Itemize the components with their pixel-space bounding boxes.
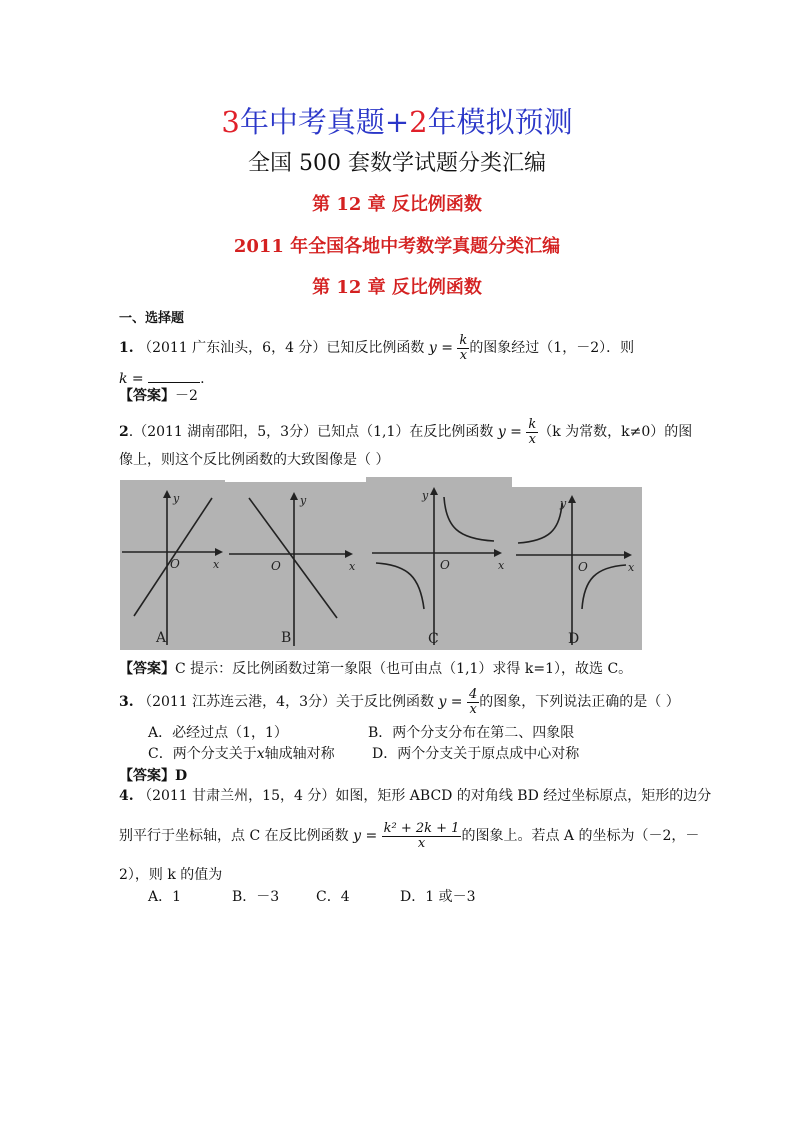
section-heading: 一、选择题 bbox=[119, 311, 185, 326]
question-number: 3. bbox=[119, 694, 134, 711]
axis-y-label: y bbox=[560, 497, 567, 510]
question-1-line-2 bbox=[119, 370, 205, 389]
question-source: （2011 甘肃兰州，15，4 分） bbox=[138, 788, 336, 804]
question-text: （k 为常数，k≠0）的图 bbox=[538, 424, 693, 441]
fraction-numerator: k² + 2k + 1 bbox=[383, 821, 460, 836]
origin-label: O bbox=[170, 557, 180, 571]
origin-label: O bbox=[440, 558, 450, 572]
option-a: A．1 bbox=[148, 889, 182, 905]
graph-option-b bbox=[225, 482, 366, 650]
option-b-label: B bbox=[281, 630, 292, 646]
axis-x-label: x bbox=[213, 558, 220, 571]
question-number: 2 bbox=[119, 424, 129, 441]
question-text: 别平行于坐标轴，点 C 在反比例函数 bbox=[119, 828, 349, 845]
question-text: 的图象经过（1，－2）．则 bbox=[469, 340, 635, 357]
formula-lhs: y = bbox=[428, 340, 453, 357]
option-b: B．－3 bbox=[232, 889, 280, 905]
answer-blank bbox=[148, 370, 200, 383]
question-number: 4. bbox=[119, 788, 134, 804]
option-text: 轴成轴对称 bbox=[264, 746, 335, 762]
question-4-line-3: 2），则 k 的值为 bbox=[119, 867, 223, 883]
answer-value: D bbox=[175, 768, 188, 784]
question-4-line-2 bbox=[119, 822, 699, 850]
question-3-line-1 bbox=[119, 688, 680, 716]
graph-option-a bbox=[120, 480, 225, 650]
chapter-title: 第 12 章 反比例函数 bbox=[312, 194, 482, 215]
option-a-label: A bbox=[156, 630, 167, 646]
answer-value: C 提示：反比例函数过第一象限（也可由点（1,1）求得 k=1），故选 C。 bbox=[175, 661, 633, 677]
option-d-label: D bbox=[568, 631, 580, 647]
graph-option-c bbox=[366, 477, 512, 650]
fraction-numerator: k bbox=[528, 417, 537, 432]
chapter-title-repeat: 第 12 章 反比例函数 bbox=[312, 277, 482, 298]
axis-y-label: y bbox=[300, 494, 307, 507]
option-d: D．两个分支关于原点成中心对称 bbox=[372, 746, 580, 762]
axis-y-label: y bbox=[422, 489, 429, 502]
question-text: 的图象，下列说法正确的是（ ） bbox=[479, 694, 680, 711]
question-text: 的图象上。若点 A 的坐标为（－2，－ bbox=[461, 828, 700, 845]
answer-label: 【答案】 bbox=[119, 388, 175, 404]
fraction-numerator: 4 bbox=[468, 687, 478, 702]
question-2-answer bbox=[119, 661, 632, 679]
axis-y-label: y bbox=[173, 492, 180, 505]
title-part-1: 年中考真题+ bbox=[239, 105, 410, 139]
question-text: 已知反比例函数 bbox=[326, 340, 425, 357]
question-1-line-1 bbox=[119, 334, 634, 362]
formula-lhs: y = bbox=[438, 694, 463, 711]
formula-fraction bbox=[457, 334, 469, 362]
question-4-line-1 bbox=[119, 788, 711, 806]
question-source: （2011 江苏连云港，4，3分） bbox=[138, 694, 336, 711]
axis-x-label: x bbox=[349, 560, 356, 573]
formula-lhs: y = bbox=[353, 828, 378, 845]
option-text: C．两个分支关于 bbox=[148, 746, 257, 762]
graph-option-d bbox=[512, 487, 642, 650]
formula-lhs: y = bbox=[497, 424, 522, 441]
question-number: 1. bbox=[119, 340, 134, 357]
title-number-3: 3 bbox=[221, 105, 240, 139]
option-a: A．必经过点（1，1） bbox=[148, 725, 288, 741]
option-c: C．4 bbox=[316, 889, 350, 905]
axis-x-label: x bbox=[628, 561, 635, 574]
question-3-answer bbox=[119, 768, 187, 786]
question-text: 已知点（1,1）在反比例函数 bbox=[317, 424, 494, 441]
question-1-answer bbox=[119, 388, 198, 406]
fraction-denominator: x bbox=[459, 347, 468, 363]
title-number-2: 2 bbox=[409, 105, 428, 139]
fraction-numerator: k bbox=[459, 333, 468, 348]
page-subtitle: 全国 500 套数学试题分类汇编 bbox=[248, 151, 546, 176]
answer-label: 【答案】 bbox=[119, 661, 175, 677]
question-source: （2011 广东汕头，6，4 分） bbox=[138, 340, 327, 357]
question-source: .（2011 湖南邵阳，5，3分） bbox=[128, 424, 318, 441]
question-2-line-2: 像上，则这个反比例函数的大致图像是（ ） bbox=[119, 452, 390, 468]
option-variable: x bbox=[256, 746, 265, 762]
formula-fraction bbox=[526, 418, 538, 446]
answer-label: 【答案】 bbox=[119, 768, 175, 784]
answer-variable: k = bbox=[119, 371, 144, 387]
question-text: 关于反比例函数 bbox=[335, 694, 434, 711]
origin-label: O bbox=[578, 560, 588, 574]
origin-label: O bbox=[271, 559, 281, 573]
title-part-2: 年模拟预测 bbox=[427, 105, 573, 139]
fraction-denominator: x bbox=[417, 835, 426, 851]
formula-fraction bbox=[382, 822, 462, 850]
collection-title: 2011 年全国各地中考数学真题分类汇编 bbox=[233, 236, 561, 257]
question-text: 如图，矩形 ABCD 的对角线 BD 经过坐标原点，矩形的边分 bbox=[335, 788, 712, 804]
answer-value: －2 bbox=[175, 388, 198, 404]
option-c-label: C bbox=[428, 631, 439, 647]
option-b: B．两个分支分布在第二、四象限 bbox=[368, 725, 575, 741]
fraction-denominator: x bbox=[528, 431, 536, 447]
question-2-line-1 bbox=[119, 418, 692, 446]
option-c bbox=[148, 746, 335, 764]
formula-fraction bbox=[467, 688, 479, 716]
period: . bbox=[200, 371, 205, 387]
fraction-denominator: x bbox=[469, 701, 477, 717]
axis-x-label: x bbox=[498, 559, 505, 572]
page-title bbox=[0, 100, 794, 141]
option-d: D．1 或－3 bbox=[400, 889, 476, 905]
